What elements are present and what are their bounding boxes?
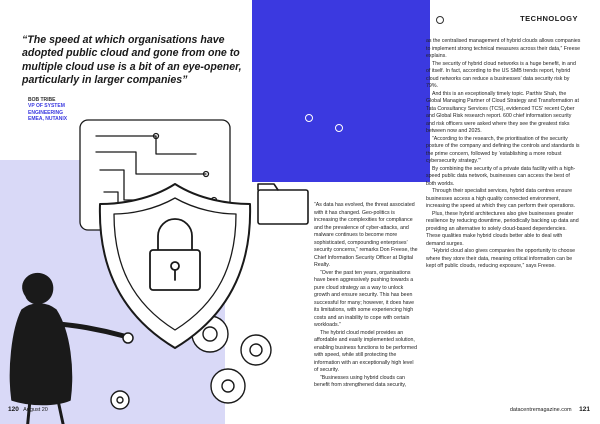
article-column-middle: [314, 202, 418, 390]
attribution-role-1: VP OF SYSTEM: [28, 103, 65, 110]
page-number-left: 120: [8, 406, 19, 413]
article-paragraph: And this is an exceptionally timely topic. Parthiv Shah, the Global Managing Partner of Cloud Strategy and Transformation at Tata Consultancy Services (TCS), evidenced TCS’ recent Cyber and Global Risk research report. 600 chief information security and risk officers were asked where they see the greatest risks between now and 2025.: [426, 90, 579, 134]
site-url: datacentremagazine.com: [509, 407, 572, 413]
circle-decoration-icon: [436, 16, 444, 24]
article-paragraph: The security of hybrid cloud networks is a huge benefit, in and of itself. In fact, according to the US SMB trends report, hybrid cloud networks can reduce a businesses’ data security risk by 79%.: [426, 60, 576, 89]
page-number-right: 121: [579, 406, 590, 413]
folder-icon: [258, 184, 308, 224]
article-paragraph: “Over the past ten years, organisations have been aggressively pushing towards a pure cloud strategy as a way to unlock growth and ensure security. This has been successful for many; however, it does have its limitations, with some experiencing high costs and an inability to cope with certain workloads.”: [314, 269, 415, 328]
article-paragraph: The hybrid cloud model provides an affordable and easily implemented solution, enabling business functions to be performed with speed, while still protecting the information with an exceptionally high level of security.: [314, 329, 418, 373]
circle-decoration-icon: [335, 124, 343, 132]
article-paragraph: “According to the research, the prioritisation of the security posture of the company and defining the controls and standards is the prime concern, followed by ‘establishing a more robust cybersecurity strategy.’”: [426, 135, 580, 164]
pull-quote: “The speed at which organisations have adopted public cloud and gone from one to multiple cloud use is a bit of an eye-opener, particularly in larger companies”: [22, 34, 242, 87]
section-label: TECHNOLOGY: [520, 14, 578, 23]
issue-date: August 20: [23, 407, 48, 413]
article-paragraph: Plus, these hybrid architectures also give businesses greater resilience by reducing downtime, periodically backing up data and providing an alternative to solely cloud-based dependencies. These qualities make hybrid clouds better able to deal with demand surges.: [426, 210, 579, 247]
article-paragraph: “Hybrid cloud also gives companies the opportunity to choose where they store their data, meaning critical information can be kept off public clouds, reducing exposure,” says Freese.: [426, 248, 575, 269]
attribution-role-3: EMEA, NUTANIX: [28, 115, 68, 122]
article-paragraph: Through their specialist services, hybrid data centres ensure businesses access a high quality connected environment, increasing the speed at which they can perform their operations.: [426, 188, 576, 209]
article-paragraph: By combining the security of a private data facility with a high-speed public data network, businesses can access the best of both worlds.: [426, 165, 576, 187]
article-paragraph: “Businesses using hybrid clouds can benefit from strengthened data security,: [314, 374, 407, 388]
article-paragraph: “As data has evolved, the threat associated with it has changed. Geo-politics is increasing the complexities for compliance and the prevalence of cyber-attacks, and malware continues to become more sophisticated, compounding enterprises’ security concerns,” remarks Don Freese, the Chief Information Security Officer at Digital Realty.: [314, 202, 418, 268]
footer-left: [8, 406, 48, 413]
article-column-right: [426, 38, 581, 271]
security-shield-illustration: [0, 100, 312, 424]
attribution-name: BOB TRIBE: [28, 97, 56, 103]
article-paragraph: as the centralised management of hybrid clouds allows companies to implement strong technical measures across their data,” Freese explains.: [426, 38, 581, 59]
attribution-role-2: ENGINEERING: [28, 109, 64, 116]
footer-right: [510, 406, 590, 413]
